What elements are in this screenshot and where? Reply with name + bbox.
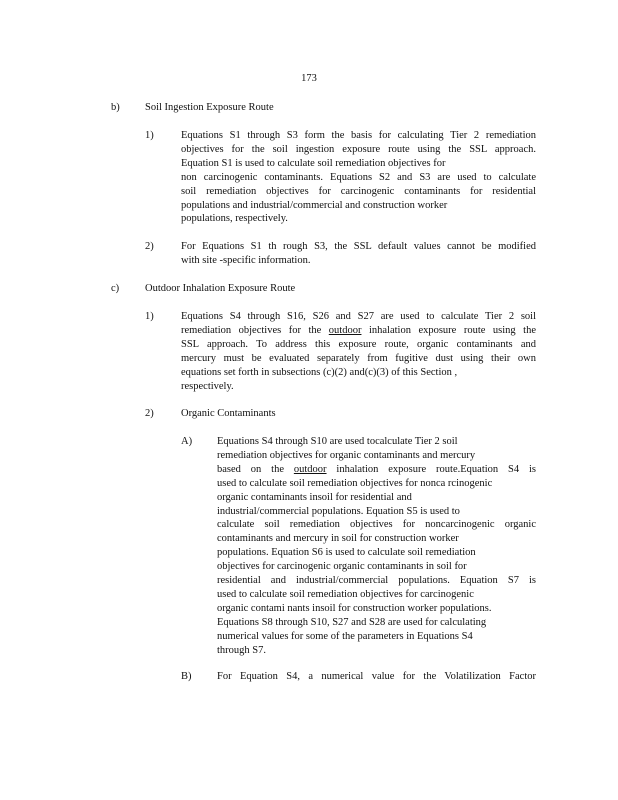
section-c-item-1-label: 1) bbox=[145, 311, 154, 322]
text-line: objectives for carcinogenic organic contaminants in soil for bbox=[217, 561, 467, 573]
text-line: equations set forth in subsections (c)(2) and(c)(3) of this Section , bbox=[181, 366, 458, 378]
text-line: For Equations S1 th rough S3, the SSL default values cannot be modified bbox=[181, 241, 536, 252]
text-line: used to calculate soil remediation objectives for nonca rcinogenic bbox=[217, 477, 493, 489]
section-b-title: Soil Ingestion Exposure Route bbox=[145, 102, 274, 113]
text-line: soil remediation objectives for carcinogenic contaminants for residential bbox=[181, 185, 536, 197]
text-line: respectively. bbox=[181, 380, 234, 392]
text-line: non carcinogenic contaminants. Equations S2 and S3 are used to calculate bbox=[181, 171, 536, 183]
text-fragment: inhalation exposure route using the bbox=[368, 324, 536, 336]
section-c-item-2-label: 2) bbox=[145, 408, 154, 419]
text-line: organic contami nants insoil for construction worker populations. bbox=[217, 602, 492, 614]
text-line: Equations S1 through S3 form the basis for calculating Tier 2 remediation bbox=[181, 130, 536, 141]
section-c-label: c) bbox=[111, 283, 120, 294]
section-b-item-1-label: 1) bbox=[145, 130, 154, 141]
subitem-B-text bbox=[217, 670, 536, 684]
text-line bbox=[181, 324, 536, 338]
text-line: through S7. bbox=[217, 644, 267, 656]
section-b-label: b) bbox=[111, 102, 120, 113]
text-line: populations. Equation S6 is used to calculate soil remediation bbox=[217, 547, 476, 559]
text-line: populations, respectively. bbox=[181, 213, 288, 225]
underlined-term: outdoor bbox=[328, 324, 362, 336]
text-fragment: based on the bbox=[217, 463, 284, 475]
text-line: objectives for the soil ingestion exposure route using the SSL approach. bbox=[181, 143, 536, 155]
text-line: calculate soil remediation objectives for noncarcinogenic organic bbox=[217, 519, 536, 531]
underlined-term: outdoor bbox=[293, 463, 327, 475]
section-c-title: Outdoor Inhalation Exposure Route bbox=[145, 283, 296, 294]
text-line: industrial/commercial populations. Equation S5 is used to bbox=[217, 505, 460, 517]
page-number: 173 bbox=[301, 73, 317, 84]
text-line: For Equation S4, a numerical value for the Volatilization Factor bbox=[217, 671, 536, 682]
text-line: Equations S4 through S16, S26 and S27 are used to calculate Tier 2 soil bbox=[181, 311, 536, 322]
text-line: mercury must be evaluated separately from fugitive dust using their own bbox=[181, 352, 536, 364]
text-line: populations and industrial/commercial and construction worker bbox=[181, 199, 448, 211]
text-line: numerical values for some of the parameters in Equations S4 bbox=[217, 630, 473, 642]
text-fragment: inhalation exposure route.Equation S4 is bbox=[336, 463, 536, 475]
text-line: with site -specific information. bbox=[181, 254, 311, 266]
text-line: Equations S4 through S10 are used tocalculate Tier 2 soil bbox=[217, 436, 458, 447]
text-line: remediation objectives for organic contaminants and mercury bbox=[217, 449, 476, 461]
text-line: SSL approach. To address this exposure route, organic contaminants and bbox=[181, 338, 536, 350]
subitem-B-label: B) bbox=[181, 671, 192, 682]
text-line: organic contaminants insoil for residential and bbox=[217, 491, 412, 503]
text-fragment: remediation objectives for the bbox=[181, 324, 322, 336]
section-b-item-1-text bbox=[181, 129, 536, 226]
text-line: contaminants and mercury in soil for construction worker bbox=[217, 533, 459, 545]
section-c-item-1-text bbox=[181, 310, 536, 393]
text-line: residential and industrial/commercial populations. Equation S7 is bbox=[217, 575, 536, 587]
section-b-item-2-label: 2) bbox=[145, 241, 154, 252]
text-line: used to calculate soil remediation objectives for carcinogenic bbox=[217, 588, 474, 600]
subitem-A-text bbox=[217, 435, 536, 658]
section-c-item-2-title: Organic Contaminants bbox=[181, 408, 276, 419]
text-line: Equations S8 through S10, S27 and S28 are used for calculating bbox=[217, 616, 487, 628]
subitem-A-label: A) bbox=[181, 436, 193, 447]
section-b-item-2-text bbox=[181, 240, 536, 268]
text-line: Equation S1 is used to calculate soil remediation objectives for bbox=[181, 157, 446, 169]
text-line bbox=[217, 463, 536, 477]
